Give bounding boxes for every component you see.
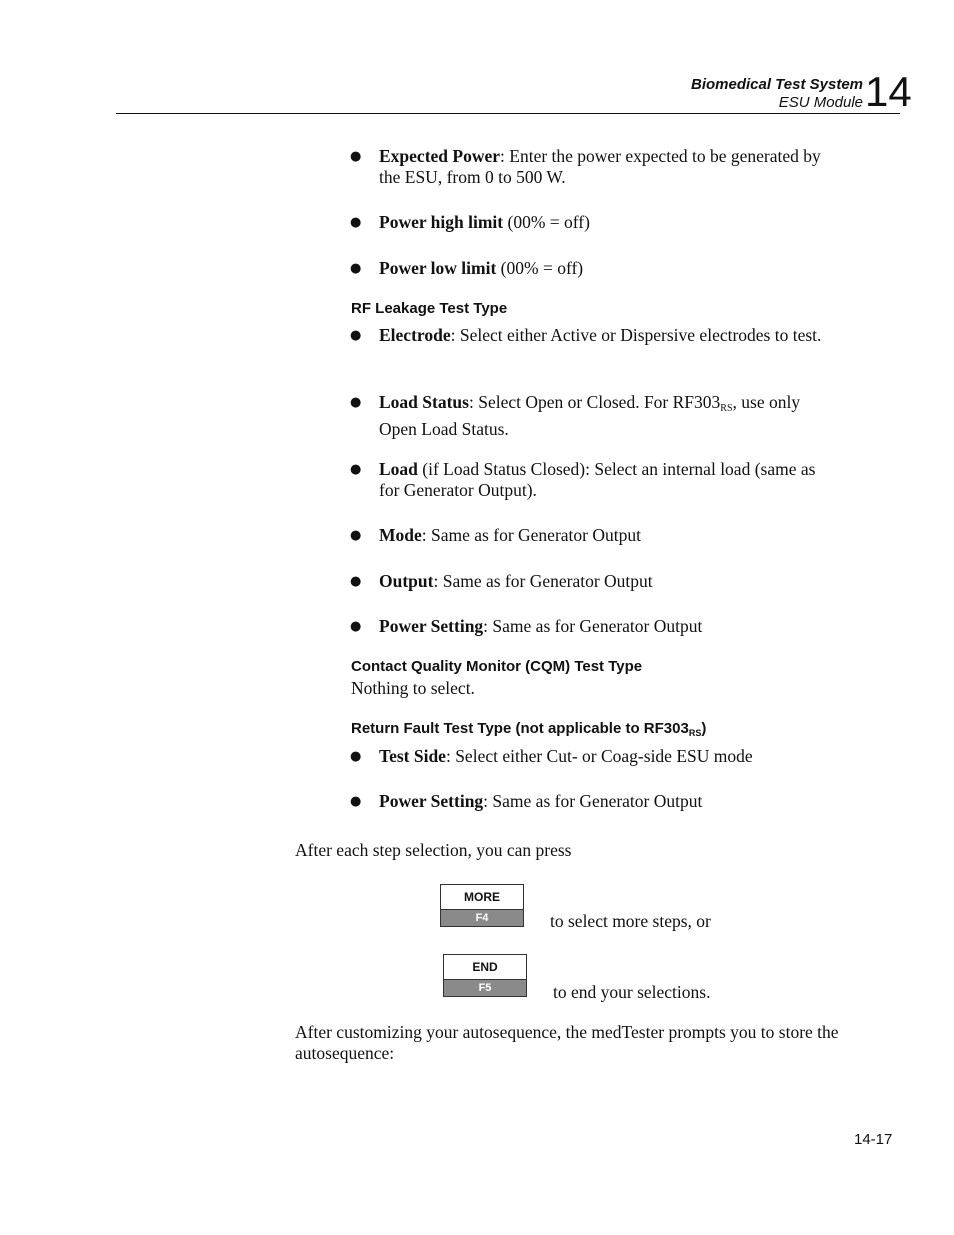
list-item xyxy=(350,212,840,233)
bullet-icon: ● xyxy=(350,619,362,634)
after-step-text: After each step selection, you can press xyxy=(295,840,572,860)
bullet-term: Load xyxy=(379,459,418,479)
end-caption: to end your selections. xyxy=(553,982,711,1002)
section-heading-return-fault: Return Fault Test Type (not applicable to $RF303_{RS}$) xyxy=(351,720,707,738)
bullet-text: (00% = off) xyxy=(507,212,590,232)
bullet-text: Select either Cut- or Coag-side ESU mode xyxy=(455,746,753,766)
list-item: ● Output: Same as for Generator Output xyxy=(350,571,653,591)
bullet-text: (00% = off) xyxy=(500,258,584,278)
list-item: ● Expected Power: Enter the power expected to be generated by the ESU, from 0 to 500 W. xyxy=(350,146,821,187)
bullet-icon: ● xyxy=(350,215,362,230)
list-item: ● Power Setting: Same as for Generator Output xyxy=(350,616,703,636)
bullet-icon: ● xyxy=(350,528,362,543)
bullet-icon: ● xyxy=(350,395,362,410)
bullet-text: , use only Open Load Status. xyxy=(379,392,801,439)
list-item: ● Mode: Same as for Generator Output xyxy=(350,525,641,545)
list-item: ● Test Side: Select either Cut- or Coag-side ESU mode xyxy=(350,746,753,766)
closing-text: After customizing your autosequence, the medTester prompts you to store the autosequence: xyxy=(295,1022,839,1063)
bullet-text: Select Open or Closed. For RF303 xyxy=(478,392,721,412)
bullet-term: Electrode xyxy=(379,325,451,345)
bullet-term: Power Setting xyxy=(379,616,484,636)
bullet-term: Mode xyxy=(379,525,422,545)
bullet-term: Output xyxy=(379,571,434,591)
cqm-text: Nothing to select. xyxy=(351,678,475,698)
bullet-text: Same as for Generator Output xyxy=(492,791,703,811)
bullet-term: Expected Power xyxy=(379,146,501,166)
bullet-icon: ● xyxy=(350,794,362,809)
key-fkey: F4 xyxy=(440,909,524,927)
list-item: ● Load Status: Select Open or Closed. For $RF303_{RS}$, use only Open Load Status. xyxy=(350,392,801,439)
header-title: Biomedical Test System xyxy=(690,76,863,93)
list-item xyxy=(350,459,840,501)
bullet-text: (if Load Status Closed): Select an internal load (same as for Generator Output). xyxy=(379,459,816,500)
bullet-icon: ● xyxy=(350,149,362,164)
bullet-icon: ● xyxy=(350,261,362,276)
bullet-text: Same as for Generator Output xyxy=(431,525,641,545)
list-item: ● Electrode: Select either Active or Dispersive electrodes to test. xyxy=(350,325,822,345)
section-heading-rf-leakage: RF Leakage Test Type xyxy=(351,300,508,317)
list-item xyxy=(350,258,840,279)
chapter-number: 14 xyxy=(865,68,912,115)
bullet-term: Test Side xyxy=(379,746,446,766)
key-label: END xyxy=(443,954,527,979)
bullet-term: Power Setting xyxy=(379,791,484,811)
bullet-term: Power high limit xyxy=(379,212,504,232)
bullet-icon: ● xyxy=(350,749,362,764)
bullet-icon: ● xyxy=(350,574,362,589)
header-subtitle: ESU Module xyxy=(778,94,863,111)
header-rule xyxy=(116,113,900,114)
bullet-term: Load Status xyxy=(379,392,469,412)
subscript: RS xyxy=(688,728,702,738)
subscript: RS xyxy=(720,403,733,414)
bullet-icon: ● xyxy=(350,462,362,477)
section-heading-cqm: Contact Quality Monitor (CQM) Test Type xyxy=(351,658,643,675)
bullet-term: Power low limit xyxy=(379,258,497,278)
bullet-icon: ● xyxy=(350,328,362,343)
more-f4-key xyxy=(440,884,524,926)
key-fkey: F5 xyxy=(443,979,527,997)
bullet-text: Select either Active or Dispersive electrodes to test. xyxy=(459,325,822,345)
end-f5-key xyxy=(443,954,527,996)
page-number: 14-17 xyxy=(854,1131,893,1148)
key-label: MORE xyxy=(440,884,524,909)
bullet-text: Same as for Generator Output xyxy=(492,616,703,636)
bullet-text: Enter the power expected to be generated by the ESU, from 0 to 500 W. xyxy=(379,146,821,187)
more-caption: to select more steps, or xyxy=(550,911,711,931)
bullet-text: Same as for Generator Output xyxy=(442,571,653,591)
list-item: ● Power Setting: Same as for Generator Output xyxy=(350,791,703,811)
